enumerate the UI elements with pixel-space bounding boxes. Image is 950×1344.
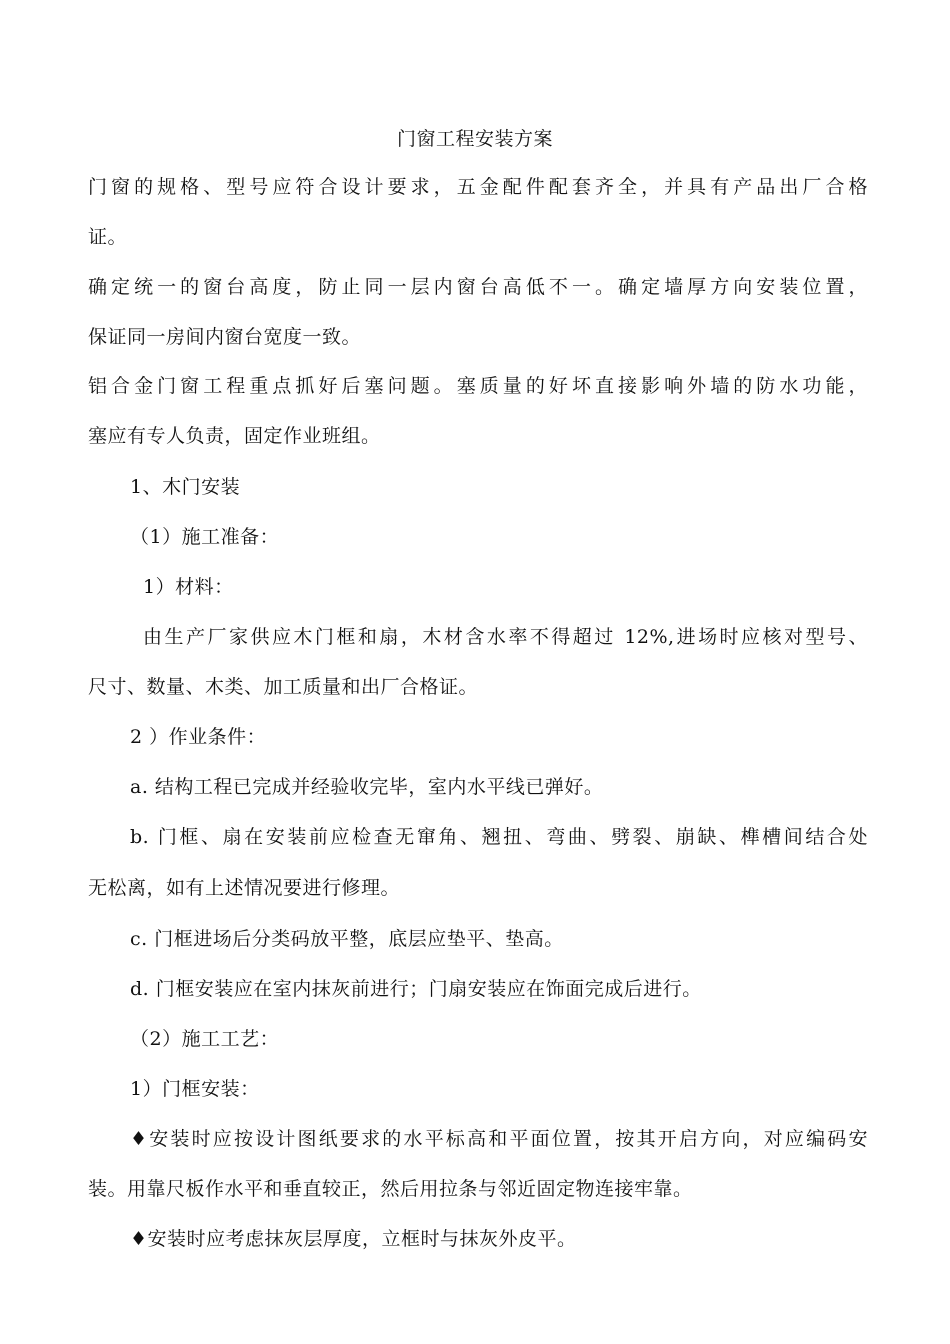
- bullet-item: ♦安装时应按设计图纸要求的水平标高和平面位置，按其开启方向，对应编码安: [130, 1128, 868, 1150]
- item-heading: 1）门框安装：: [130, 1078, 260, 1100]
- paragraph-line: 尺寸、数量、木类、加工质量和出厂合格证。: [88, 676, 479, 698]
- item-heading: 1）材料：: [143, 576, 234, 598]
- paragraph-line: 保证同一房间内窗台宽度一致。: [88, 326, 362, 348]
- paragraph-line: 铝合金门窗工程重点抓好后塞问题。塞质量的好坏直接影响外墙的防水功能，: [88, 375, 868, 397]
- paragraph-line: 证。: [88, 226, 128, 248]
- paragraph-line: 门窗的规格、型号应符合设计要求，五金配件配套齐全，并具有产品出厂合格: [88, 176, 868, 198]
- bullet-item: ♦安装时应考虑抹灰层厚度，立框时与抹灰外皮平。: [130, 1228, 577, 1250]
- paragraph-line: 确定统一的窗台高度，防止同一层内窗台高低不一。确定墙厚方向安装位置，: [88, 276, 868, 298]
- paragraph-line: 装。用靠尺板作水平和垂直较正，然后用拉条与邻近固定物连接牢靠。: [88, 1178, 693, 1200]
- document-title: 门窗工程安装方案: [396, 128, 553, 150]
- item-heading: 2 ）作业条件：: [130, 726, 267, 748]
- section-heading: 1、木门安装: [130, 476, 241, 498]
- list-item: c. 门框进场后分类码放平整，底层应垫平、垫高。: [130, 928, 564, 950]
- list-item: a. 结构工程已完成并经验收完毕，室内水平线已弹好。: [130, 776, 604, 798]
- subsection-heading: （2）施工工艺：: [130, 1028, 280, 1050]
- subsection-heading: （1）施工准备：: [130, 526, 280, 548]
- paragraph-line: 塞应有专人负责，固定作业班组。: [88, 425, 381, 447]
- paragraph-line: 由生产厂家供应木门框和扇，木材含水率不得超过 12%,进场时应核对型号、: [143, 626, 868, 648]
- list-item: d. 门框安装应在室内抹灰前进行；门扇安装应在饰面完成后进行。: [130, 978, 702, 1000]
- paragraph-line: 无松离，如有上述情况要进行修理。: [88, 877, 401, 899]
- list-item: b. 门框、扇在安装前应检查无窜角、翘扭、弯曲、劈裂、崩缺、榫槽间结合处: [130, 826, 868, 848]
